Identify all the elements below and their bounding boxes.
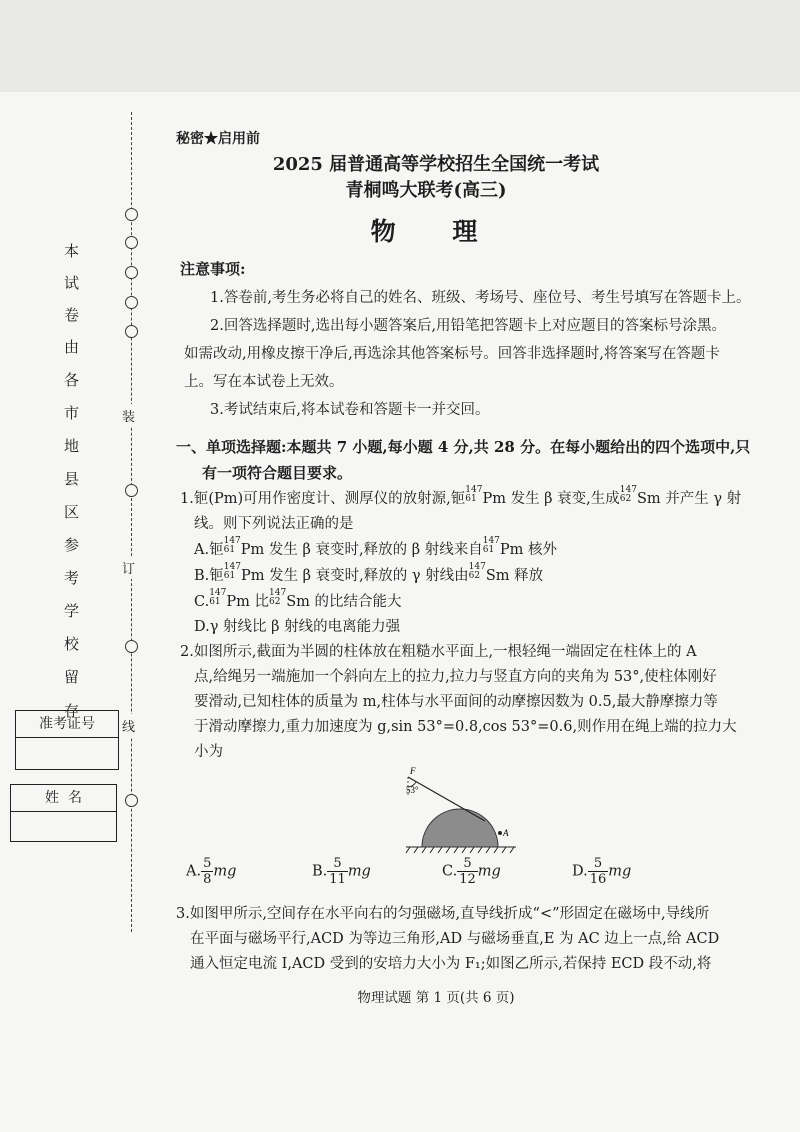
confidential-mark: 秘密★启用前	[176, 131, 260, 147]
section-heading-line2: 有一项符合题目要求。	[202, 464, 353, 482]
sidebar-char: 地	[64, 437, 80, 455]
sidebar-char: 试	[64, 274, 80, 292]
exam-title: 2025 届普通高等学校招生全国统一考试	[272, 154, 600, 175]
binder-label-xian: 线	[122, 714, 135, 737]
notice-item-1: 1.答卷前,考生务必将自己的姓名、班级、考场号、座位号、考生号填写在答题卡上。	[210, 290, 751, 306]
q1-option-d[interactable]: D.γ 射线比 β 射线的电离能力强	[194, 619, 401, 635]
q2-option-c[interactable]: C. $\frac{5}{12}$ mg	[442, 856, 501, 887]
section-heading	[176, 434, 756, 486]
exam-id-label: 准考证号	[16, 711, 118, 738]
q3-stem-line2: 在平面与磁场平行,ACD 为等边三角形,AD 与磁场垂直,E 为 AC 边上一点,给 ACD	[190, 931, 720, 947]
sidebar-char: 考	[64, 569, 80, 587]
binder-label-zhuang: 装	[122, 404, 135, 427]
point-a-label: A	[503, 828, 509, 838]
name-box	[10, 784, 117, 842]
binding-hole	[125, 640, 138, 653]
semicircle-cylinder	[422, 809, 498, 847]
binding-hole	[125, 325, 138, 338]
q2-stem-line2: 点,给绳另一端施加一个斜向左上的拉力,拉力与竖直方向的夹角为 53°,使柱体刚好	[194, 669, 717, 685]
q1-option-c[interactable]: C.147 61 Pm 比147 62 Sm 的比结合能大	[194, 588, 402, 610]
subject-title: 物 理	[370, 217, 502, 246]
sidebar-char: 县	[64, 470, 80, 488]
exam-id-field[interactable]	[16, 738, 118, 768]
notice-heading: 注意事项:	[180, 260, 246, 278]
binding-hole	[125, 266, 138, 279]
q1-stem-line1: 1.钷(Pm)可用作密度计、测厚仪的放射源,钷147 61 Pm 发生 β 衰变,生成147 62 Sm 并产生 γ 射	[180, 485, 742, 507]
force-label: F	[410, 766, 416, 776]
notice-item-2-line2: 如需改动,用橡皮擦干净后,再选涂其他答案标号。回答非选择题时,将答案写在答题卡	[184, 346, 720, 362]
name-field[interactable]	[11, 812, 116, 840]
q2-option-d[interactable]: D. $\frac{5}{16}$ mg	[572, 856, 632, 887]
q2-figure	[400, 765, 520, 857]
sidebar-char: 市	[64, 404, 80, 422]
sidebar-char: 各	[64, 371, 80, 389]
q2-stem-line3: 要滑动,已知柱体的质量为 m,柱体与水平面间的动摩擦因数为 0.5,最大静摩擦力等	[194, 694, 718, 710]
q3-stem-line1: 3.如图甲所示,空间存在水平向右的匀强磁场,直导线折成“<”形固定在磁场中,导线所	[176, 906, 710, 922]
binding-hole	[125, 484, 138, 497]
binding-hole	[125, 296, 138, 309]
sidebar-char: 存	[64, 702, 80, 720]
q2-stem-line5: 小为	[194, 744, 223, 760]
q1-option-a[interactable]: A.钷147 61 Pm 发生 β 衰变时,释放的 β 射线来自147 61 Pm 核外	[194, 536, 558, 558]
sidebar-char: 由	[64, 338, 80, 356]
notice-item-2-line1: 2.回答选择题时,选出每小题答案后,用铅笔把答题卡上对应题目的答案标号涂黑。	[210, 318, 727, 334]
q1-stem-line2: 线。则下列说法正确的是	[194, 516, 354, 532]
point-a	[498, 831, 502, 835]
sidebar-char: 卷	[64, 306, 80, 324]
q3-stem-line3: 通入恒定电流 I,ACD 受到的安培力大小为 F₁;如图乙所示,若保持 ECD 段不动,将	[190, 956, 712, 972]
exam-id-box	[15, 710, 119, 770]
q2-stem-line1: 2.如图所示,截面为半圆的柱体放在粗糙水平面上,一根轻绳一端固定在柱体上的 A	[180, 644, 697, 660]
name-label: 姓 名	[11, 785, 116, 812]
q1-option-b[interactable]: B.钷147 61 Pm 发生 β 衰变时,释放的 γ 射线由147 62 Sm 释放	[194, 562, 544, 584]
angle-label: 53°	[406, 785, 419, 795]
exam-subtitle: 青桐鸣大联考(高三)	[345, 180, 507, 201]
binding-hole	[125, 794, 138, 807]
question-3	[176, 902, 766, 977]
binder-label-ding: 订	[122, 556, 135, 579]
question-1	[180, 486, 760, 640]
q2-option-b[interactable]: B. $\frac{5}{11}$ mg	[312, 856, 371, 887]
sidebar-char: 参	[64, 536, 80, 554]
section-heading-line1: 一、单项选择题:本题共 7 小题,每小题 4 分,共 28 分。在每小题给出的四个选项中,只	[176, 438, 751, 456]
notice-item-3: 3.考试结束后,将本试卷和答题卡一并交回。	[210, 402, 490, 418]
sidebar-char: 区	[64, 503, 80, 521]
sidebar-char: 学	[64, 602, 80, 620]
sidebar-char: 本	[64, 242, 80, 260]
q2-option-a[interactable]: A. $\frac{5}{8}$ mg	[186, 856, 237, 887]
sidebar-char: 留	[64, 668, 80, 686]
page-footer: 物理试题 第 1 页(共 6 页)	[357, 990, 515, 1006]
q2-stem-line4: 于滑动摩擦力,重力加速度为 g,sin 53°=0.8,cos 53°=0.6,则作用在绳上端的拉力大	[194, 719, 737, 735]
question-2	[180, 640, 760, 765]
sidebar-char: 校	[64, 635, 80, 653]
ground-hatch	[406, 847, 516, 853]
notice-item-2-line3: 上。写在本试卷上无效。	[184, 374, 344, 390]
